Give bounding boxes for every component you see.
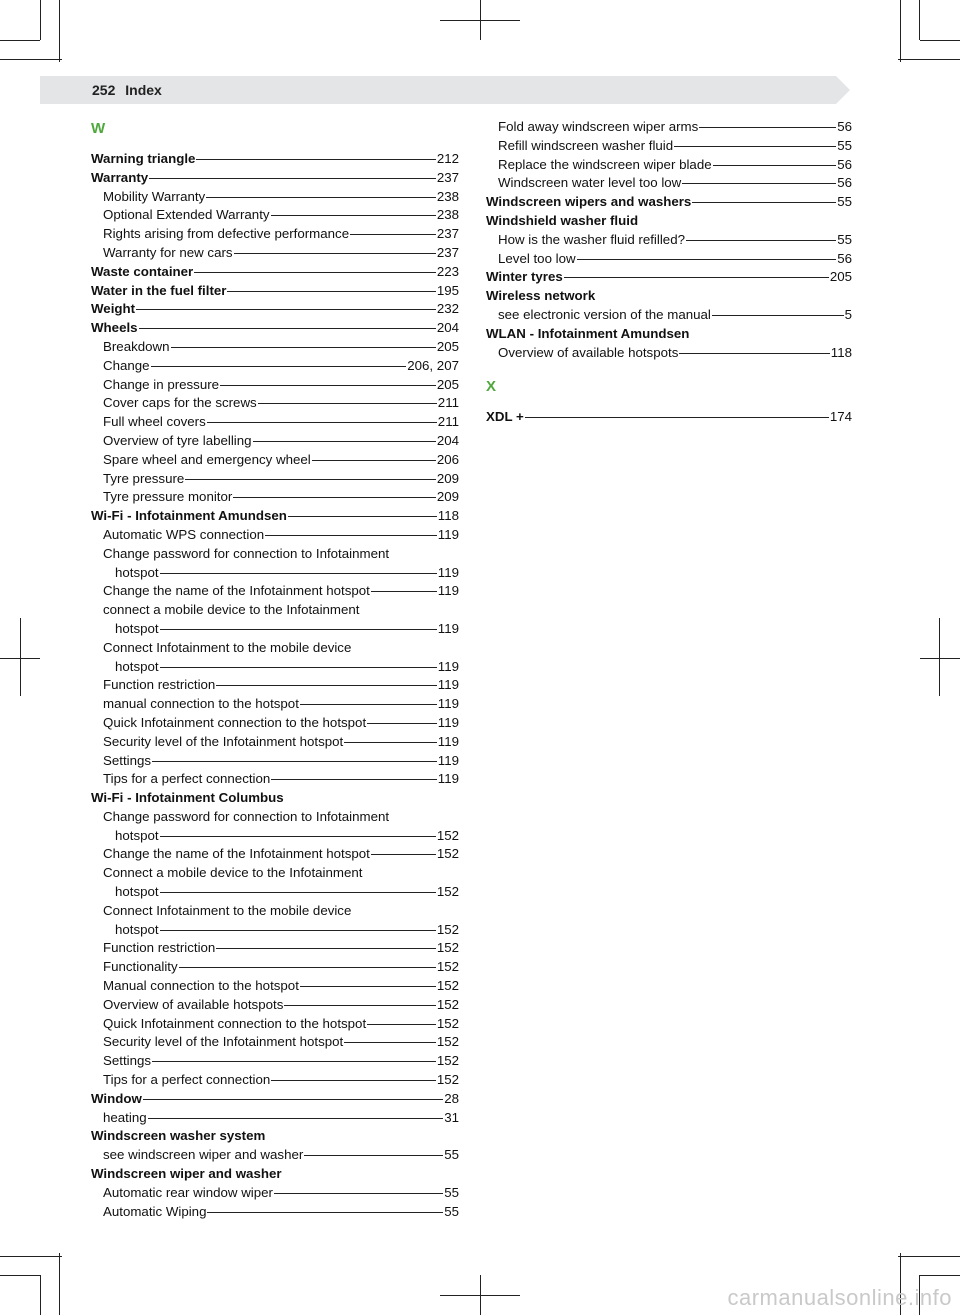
- index-entry: [91, 845, 459, 864]
- page-reference: 152: [436, 921, 459, 937]
- leader-line: [206, 197, 436, 198]
- index-term: Manual connection to the hotspot: [103, 978, 299, 994]
- leader-line: [136, 309, 436, 310]
- index-entry: [486, 137, 852, 156]
- index-term: Spare wheel and emergency wheel: [103, 451, 311, 467]
- index-entry: [91, 150, 459, 169]
- index-entry: [91, 1071, 459, 1090]
- index-entry: [91, 545, 459, 564]
- index-entry: [91, 413, 459, 432]
- index-term: hotspot: [115, 564, 159, 580]
- page-reference: 152: [436, 827, 459, 843]
- index-entry: [486, 344, 852, 363]
- index-column-right: [486, 118, 852, 427]
- index-entry: [486, 408, 852, 427]
- index-entry: [91, 357, 459, 376]
- index-term: Change in pressure: [103, 376, 220, 392]
- leader-line: [160, 930, 436, 931]
- index-term: Settings: [103, 752, 152, 768]
- page-number: 252: [92, 82, 116, 98]
- leader-line: [216, 685, 436, 686]
- index-term: hotspot: [115, 921, 159, 937]
- page-reference: 212: [436, 151, 459, 166]
- page-reference: 56: [837, 119, 852, 134]
- leader-line: [300, 986, 436, 987]
- index-entry: [91, 582, 459, 601]
- page-reference: 5: [844, 306, 852, 322]
- index-entry: [91, 263, 459, 282]
- index-entry: [91, 789, 459, 808]
- index-term: Replace the windscreen wiper blade: [498, 156, 712, 172]
- leader-line: [220, 385, 436, 386]
- index-entry: [91, 470, 459, 489]
- index-term: Connect Infotainment to the mobile device: [103, 639, 352, 655]
- index-term: Wi-Fi - Infotainment Amundsen: [91, 508, 287, 524]
- index-term: Tips for a perfect connection: [103, 1072, 271, 1088]
- index-term: Breakdown: [103, 338, 170, 354]
- index-entry: [91, 1203, 459, 1222]
- leader-line: [679, 353, 829, 354]
- index-entry: [91, 714, 459, 733]
- leader-line: [185, 479, 436, 480]
- index-entry: [91, 1127, 459, 1146]
- index-term: Refill windscreen washer fluid: [498, 137, 674, 153]
- index-entry: [486, 250, 852, 269]
- leader-line: [312, 460, 436, 461]
- index-term: Windscreen washer system: [91, 1128, 266, 1144]
- page-reference: 209: [436, 470, 459, 486]
- page-reference: 119: [437, 696, 459, 712]
- page-header: [92, 80, 168, 100]
- leader-line: [274, 1193, 443, 1194]
- index-entry: [91, 432, 459, 451]
- leader-line: [151, 366, 407, 367]
- index-entry: [91, 188, 459, 207]
- page-reference: 232: [436, 301, 459, 317]
- page-reference: 119: [437, 564, 459, 580]
- index-entry: [91, 620, 459, 639]
- leader-line: [253, 441, 436, 442]
- index-letter-w: W: [91, 120, 106, 137]
- leader-line: [160, 667, 437, 668]
- index-term: Mobility Warranty: [103, 188, 206, 204]
- index-term: Windshield washer fluid: [486, 212, 639, 228]
- index-entry: [91, 752, 459, 771]
- index-term: Wheels: [91, 320, 138, 336]
- index-term: Connect Infotainment to the mobile device: [103, 902, 352, 918]
- index-term: see windscreen wiper and washer: [103, 1147, 304, 1163]
- leader-line: [350, 234, 436, 235]
- leader-line: [258, 403, 437, 404]
- page-reference: 206, 207: [407, 357, 459, 373]
- index-entry: [91, 770, 459, 789]
- leader-line: [699, 127, 836, 128]
- index-term: Optional Extended Warranty: [103, 207, 270, 223]
- page-reference: 152: [436, 1072, 459, 1088]
- index-entry: [91, 733, 459, 752]
- index-term: hotspot: [115, 658, 159, 674]
- index-term: Weight: [91, 301, 136, 317]
- page-reference: 55: [444, 1203, 459, 1219]
- page-reference: 152: [436, 978, 459, 994]
- leader-line: [233, 497, 435, 498]
- index-entry: [91, 282, 459, 301]
- page-reference: 223: [436, 263, 459, 279]
- index-term: Functionality: [103, 959, 178, 975]
- leader-line: [139, 328, 436, 329]
- leader-line: [304, 1155, 443, 1156]
- index-term: Security level of the Infotainment hotspot: [103, 1034, 344, 1050]
- leader-line: [148, 1118, 444, 1119]
- index-entry: [91, 827, 459, 846]
- index-entry: [91, 169, 459, 188]
- index-term: Window: [91, 1090, 142, 1106]
- leader-line: [371, 854, 436, 855]
- leader-line: [367, 1024, 436, 1025]
- index-entry: [91, 883, 459, 902]
- index-entry: [91, 300, 459, 319]
- index-term: Water in the fuel filter: [91, 282, 227, 298]
- page-reference: 55: [444, 1147, 459, 1163]
- index-term: Change the name of the Infotainment hotspot: [103, 846, 370, 862]
- page-reference: 28: [444, 1090, 459, 1106]
- index-term: Warning triangle: [91, 151, 196, 166]
- index-entry: [91, 808, 459, 827]
- index-entry: [91, 507, 459, 526]
- leader-line: [712, 315, 844, 316]
- index-entry: [91, 206, 459, 225]
- index-term: Security level of the Infotainment hotspot: [103, 733, 344, 749]
- index-entry: [91, 376, 459, 395]
- page-reference: 152: [436, 940, 459, 956]
- page-reference: 119: [437, 771, 459, 787]
- index-entry: [91, 658, 459, 677]
- index-entry: [91, 1109, 459, 1128]
- leader-line: [686, 240, 836, 241]
- leader-line: [284, 1005, 435, 1006]
- index-entry: [486, 306, 852, 325]
- page-reference: 55: [444, 1184, 459, 1200]
- page-reference: 174: [829, 409, 852, 425]
- index-entry: [486, 193, 852, 212]
- leader-line: [300, 704, 437, 705]
- index-entry: [486, 156, 852, 175]
- index-entry: [91, 488, 459, 507]
- page-reference: 206: [436, 451, 459, 467]
- page-reference: 119: [437, 526, 459, 542]
- page-reference: 152: [436, 996, 459, 1012]
- page-reference: 195: [436, 282, 459, 298]
- leader-line: [344, 1042, 436, 1043]
- index-term: Tyre pressure monitor: [103, 489, 233, 505]
- leader-line: [577, 259, 837, 260]
- watermark: carmanualsonline.info: [727, 1285, 952, 1310]
- leader-line: [234, 253, 436, 254]
- index-term: hotspot: [115, 884, 159, 900]
- index-term: Change the name of the Infotainment hotspot: [103, 583, 370, 599]
- page-reference: 55: [837, 137, 852, 153]
- leader-line: [194, 272, 436, 273]
- leader-line: [371, 591, 437, 592]
- page-reference: 56: [837, 175, 852, 191]
- index-term: Change: [103, 357, 150, 373]
- leader-line: [160, 892, 436, 893]
- page-reference: 238: [436, 207, 459, 223]
- index-term: Function restriction: [103, 940, 216, 956]
- index-entry: [91, 225, 459, 244]
- leader-line: [152, 761, 437, 762]
- leader-line: [216, 948, 435, 949]
- index-term: manual connection to the hotspot: [103, 696, 299, 712]
- leader-line: [367, 723, 437, 724]
- leader-line: [271, 1080, 436, 1081]
- page-reference: 119: [437, 658, 459, 674]
- index-term: Automatic WPS connection: [103, 526, 265, 542]
- index-term: XDL +: [486, 409, 524, 425]
- leader-line: [160, 836, 436, 837]
- index-entry: [91, 1015, 459, 1034]
- index-entry: [91, 639, 459, 658]
- index-term: Wireless network: [486, 288, 596, 304]
- index-entry: [91, 977, 459, 996]
- index-term: Tyre pressure: [103, 470, 185, 486]
- index-term: Warranty: [91, 169, 149, 185]
- page-reference: 119: [437, 620, 459, 636]
- header-arrow: [836, 76, 850, 104]
- index-entry: [91, 244, 459, 263]
- index-term: Waste container: [91, 263, 194, 279]
- index-term: Overview of tyre labelling: [103, 432, 252, 448]
- index-entry: [91, 1090, 459, 1109]
- page-reference: 237: [436, 169, 459, 185]
- index-term: Full wheel covers: [103, 414, 206, 430]
- page-reference: 55: [837, 194, 852, 210]
- index-entry: [91, 939, 459, 958]
- page-reference: 204: [436, 320, 459, 336]
- page-reference: 205: [436, 338, 459, 354]
- index-term: WLAN - Infotainment Amundsen: [486, 325, 690, 341]
- page-reference: 237: [436, 244, 459, 260]
- index-entry-list: [486, 118, 852, 362]
- index-entry: [91, 338, 459, 357]
- index-entry: [486, 174, 852, 193]
- index-term: Tips for a perfect connection: [103, 771, 271, 787]
- index-term: heating: [103, 1109, 147, 1125]
- index-term: Automatic rear window wiper: [103, 1184, 273, 1200]
- index-entry: [486, 212, 852, 231]
- leader-line: [196, 159, 435, 160]
- page-reference: 119: [437, 714, 459, 730]
- leader-line: [179, 967, 436, 968]
- page-reference: 152: [436, 1053, 459, 1069]
- page-reference: 31: [444, 1109, 459, 1125]
- page-reference: 152: [436, 1034, 459, 1050]
- index-entry: [91, 564, 459, 583]
- page-reference: 205: [436, 376, 459, 392]
- index-letter-x: X: [486, 378, 497, 396]
- page-reference: 55: [837, 231, 852, 247]
- index-entry: [91, 319, 459, 338]
- leader-line: [143, 1099, 443, 1100]
- index-entry: [486, 287, 852, 306]
- index-term: Cover caps for the screws: [103, 395, 257, 411]
- index-term: Overview of available hotspots: [103, 996, 284, 1012]
- index-term: Automatic Wiping: [103, 1203, 207, 1219]
- index-column-left: [91, 118, 459, 1221]
- leader-line: [160, 573, 437, 574]
- page-reference: 118: [830, 344, 852, 360]
- index-term: Winter tyres: [486, 269, 563, 285]
- page-reference: 204: [436, 432, 459, 448]
- index-entry: [91, 996, 459, 1015]
- leader-line: [152, 1061, 436, 1062]
- index-term: Change password for connection to Infotainment: [103, 808, 390, 824]
- index-term: Function restriction: [103, 677, 216, 693]
- leader-line: [692, 202, 836, 203]
- index-entry: [91, 958, 459, 977]
- leader-line: [207, 1212, 443, 1213]
- leader-line: [265, 535, 437, 536]
- index-term: Level too low: [498, 250, 576, 266]
- page-reference: 119: [437, 733, 459, 749]
- index-entry: [91, 864, 459, 883]
- page-reference: 152: [436, 1015, 459, 1031]
- leader-line: [227, 291, 435, 292]
- index-entry: [486, 325, 852, 344]
- page-reference: 152: [436, 846, 459, 862]
- index-term: see electronic version of the manual: [498, 306, 711, 322]
- index-term: Windscreen wiper and washer: [91, 1166, 282, 1182]
- index-entry: [91, 394, 459, 413]
- index-term: Windscreen water level too low: [498, 175, 682, 191]
- leader-line: [525, 417, 829, 418]
- index-entry: [91, 902, 459, 921]
- index-entry: [91, 1184, 459, 1203]
- leader-line: [682, 183, 836, 184]
- leader-line: [288, 516, 437, 517]
- index-entry-list: [91, 150, 459, 1221]
- index-entry: [91, 1052, 459, 1071]
- index-term: Rights arising from defective performance: [103, 226, 350, 242]
- index-entry: [91, 676, 459, 695]
- index-entry: [486, 268, 852, 287]
- index-term: hotspot: [115, 620, 159, 636]
- page-reference: 209: [436, 489, 459, 505]
- page-reference: 152: [436, 959, 459, 975]
- page-reference: 56: [837, 156, 852, 172]
- leader-line: [271, 779, 437, 780]
- leader-line: [564, 277, 829, 278]
- leader-line: [713, 165, 837, 166]
- index-term: Windscreen wipers and washers: [486, 194, 692, 210]
- leader-line: [160, 629, 437, 630]
- index-term: Warranty for new cars: [103, 244, 233, 260]
- index-entry: [91, 1033, 459, 1052]
- index-entry: [91, 526, 459, 545]
- leader-line: [674, 146, 836, 147]
- index-term: How is the washer fluid refilled?: [498, 231, 685, 247]
- leader-line: [344, 742, 437, 743]
- page-reference: 119: [437, 752, 459, 768]
- page-reference: 118: [437, 508, 459, 524]
- index-entry: [486, 118, 852, 137]
- leader-line: [149, 178, 436, 179]
- leader-line: [271, 215, 436, 216]
- index-entry: [91, 451, 459, 470]
- index-term: connect a mobile device to the Infotainment: [103, 602, 360, 618]
- index-entry-list: [486, 408, 852, 427]
- index-term: Wi-Fi - Infotainment Columbus: [91, 790, 284, 806]
- index-entry: [91, 1146, 459, 1165]
- index-entry: [486, 231, 852, 250]
- page-reference: 205: [829, 269, 852, 285]
- page-reference: 211: [437, 414, 459, 430]
- index-entry: [91, 921, 459, 940]
- page-reference: 56: [837, 250, 852, 266]
- section-title: Index: [125, 82, 162, 98]
- page-reference: 237: [436, 226, 459, 242]
- index-term: Quick Infotainment connection to the hotspot: [103, 714, 367, 730]
- page-reference: 238: [436, 188, 459, 204]
- index-term: Quick Infotainment connection to the hotspot: [103, 1015, 367, 1031]
- index-term: Settings: [103, 1053, 152, 1069]
- index-entry: [91, 1165, 459, 1184]
- index-term: hotspot: [115, 827, 159, 843]
- page-reference: 119: [437, 583, 459, 599]
- page-reference: 211: [437, 395, 459, 411]
- page-reference: 119: [437, 677, 459, 693]
- leader-line: [207, 422, 437, 423]
- index-entry: [91, 601, 459, 620]
- index-entry: [91, 695, 459, 714]
- index-term: Change password for connection to Infotainment: [103, 545, 390, 561]
- index-term: Connect a mobile device to the Infotainment: [103, 865, 363, 881]
- page-reference: 152: [436, 884, 459, 900]
- index-term: Overview of available hotspots: [498, 344, 679, 360]
- index-term: Fold away windscreen wiper arms: [498, 119, 699, 134]
- leader-line: [171, 347, 436, 348]
